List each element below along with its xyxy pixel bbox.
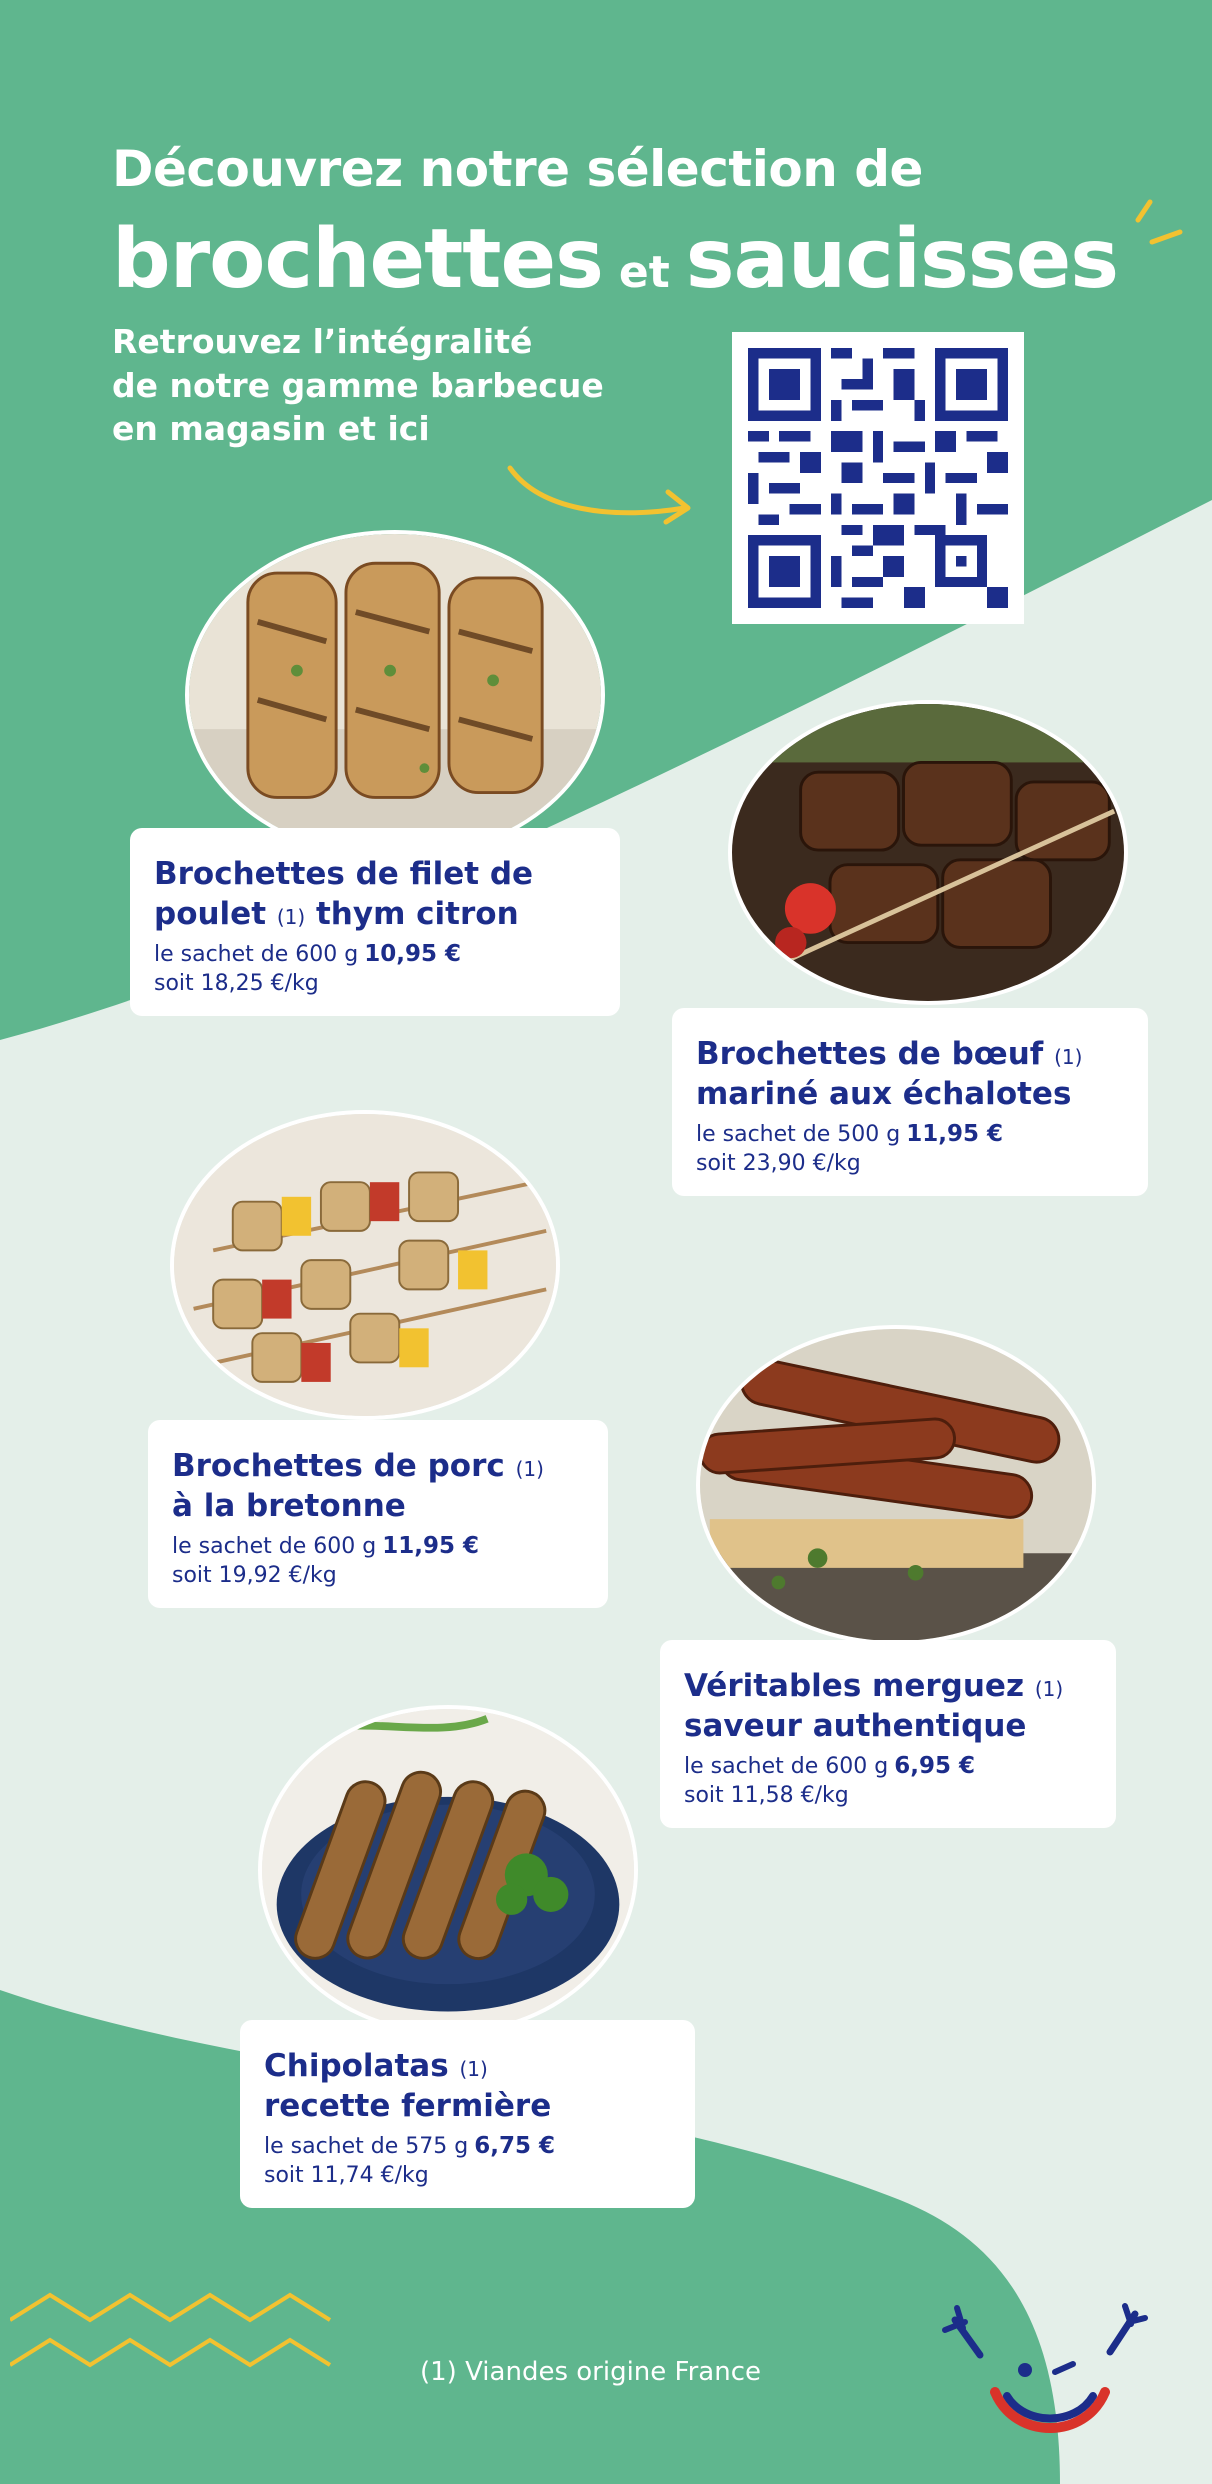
headline-word-brochettes: brochettes bbox=[112, 212, 603, 307]
qr-code[interactable] bbox=[732, 332, 1024, 624]
intro-line-3: en magasin et ici bbox=[112, 409, 430, 449]
price-per-kg: soit 19,92 €/kg bbox=[172, 1562, 337, 1588]
price: 10,95 € bbox=[364, 940, 461, 967]
product-card-chicken bbox=[130, 828, 620, 1016]
price: 11,95 € bbox=[382, 1532, 479, 1559]
origin-note: (1) bbox=[276, 905, 306, 930]
headline-connector: et bbox=[618, 247, 670, 298]
headline-top: Découvrez notre sélection de bbox=[112, 140, 923, 198]
pack-price: le sachet de 575 g 6,75 € bbox=[264, 2132, 555, 2159]
mascot-logo bbox=[935, 2300, 1155, 2450]
pack-price: le sachet de 600 g 6,95 € bbox=[684, 1752, 975, 1779]
product-name: Brochettes de bœuf (1) mariné aux échalotes bbox=[696, 1036, 1083, 1113]
intro-text bbox=[112, 320, 672, 451]
product-card-pork bbox=[148, 1420, 608, 1608]
product-name: Véritables merguez (1) saveur authentique bbox=[684, 1668, 1064, 1745]
sparkle-icon bbox=[1130, 198, 1190, 258]
headline-main bbox=[112, 212, 1118, 307]
pack-price: le sachet de 600 g 11,95 € bbox=[172, 1532, 479, 1559]
price: 6,95 € bbox=[894, 1752, 975, 1779]
origin-note: (1) bbox=[515, 1457, 544, 1481]
product-card-merguez bbox=[660, 1640, 1116, 1828]
pork-skewers-photo bbox=[170, 1110, 560, 1420]
product-name: Brochettes de porc (1) à la bretonne bbox=[172, 1448, 544, 1525]
pack-price: le sachet de 600 g 10,95 € bbox=[154, 940, 461, 967]
product-name: Brochettes de filet de poulet (1) thym citron bbox=[154, 856, 534, 933]
intro-line-1: Retrouvez l’intégralité bbox=[112, 322, 533, 361]
price-per-kg: soit 18,25 €/kg bbox=[154, 970, 319, 996]
beef-skewers-photo bbox=[728, 700, 1128, 1005]
origin-note: (1) bbox=[1034, 1677, 1064, 1701]
pack-price: le sachet de 500 g 11,95 € bbox=[696, 1120, 1003, 1147]
curved-arrow-icon bbox=[500, 450, 700, 540]
price-per-kg: soit 11,74 €/kg bbox=[264, 2162, 429, 2188]
price: 11,95 € bbox=[906, 1120, 1003, 1147]
product-card-beef bbox=[672, 1008, 1148, 1196]
qr-code-icon bbox=[748, 348, 1008, 608]
intro-line-2: de notre gamme barbecue bbox=[112, 365, 604, 405]
price-per-kg: soit 11,58 €/kg bbox=[684, 1782, 849, 1808]
origin-note: (1) bbox=[1054, 1045, 1083, 1069]
origin-footnote: (1) Viandes origine France bbox=[420, 2357, 761, 2387]
merguez-photo bbox=[696, 1325, 1096, 1645]
zigzag-decoration bbox=[10, 2290, 350, 2410]
price: 6,75 € bbox=[474, 2132, 555, 2159]
chipolatas-photo bbox=[258, 1705, 638, 2035]
price-per-kg: soit 23,90 €/kg bbox=[696, 1150, 861, 1176]
headline-word-saucisses: saucisses bbox=[685, 212, 1119, 307]
origin-note: (1) bbox=[459, 2057, 488, 2081]
product-name: Chipolatas (1) recette fermière bbox=[264, 2048, 552, 2125]
product-card-chipolatas bbox=[240, 2020, 695, 2208]
chicken-skewers-photo bbox=[185, 530, 605, 860]
